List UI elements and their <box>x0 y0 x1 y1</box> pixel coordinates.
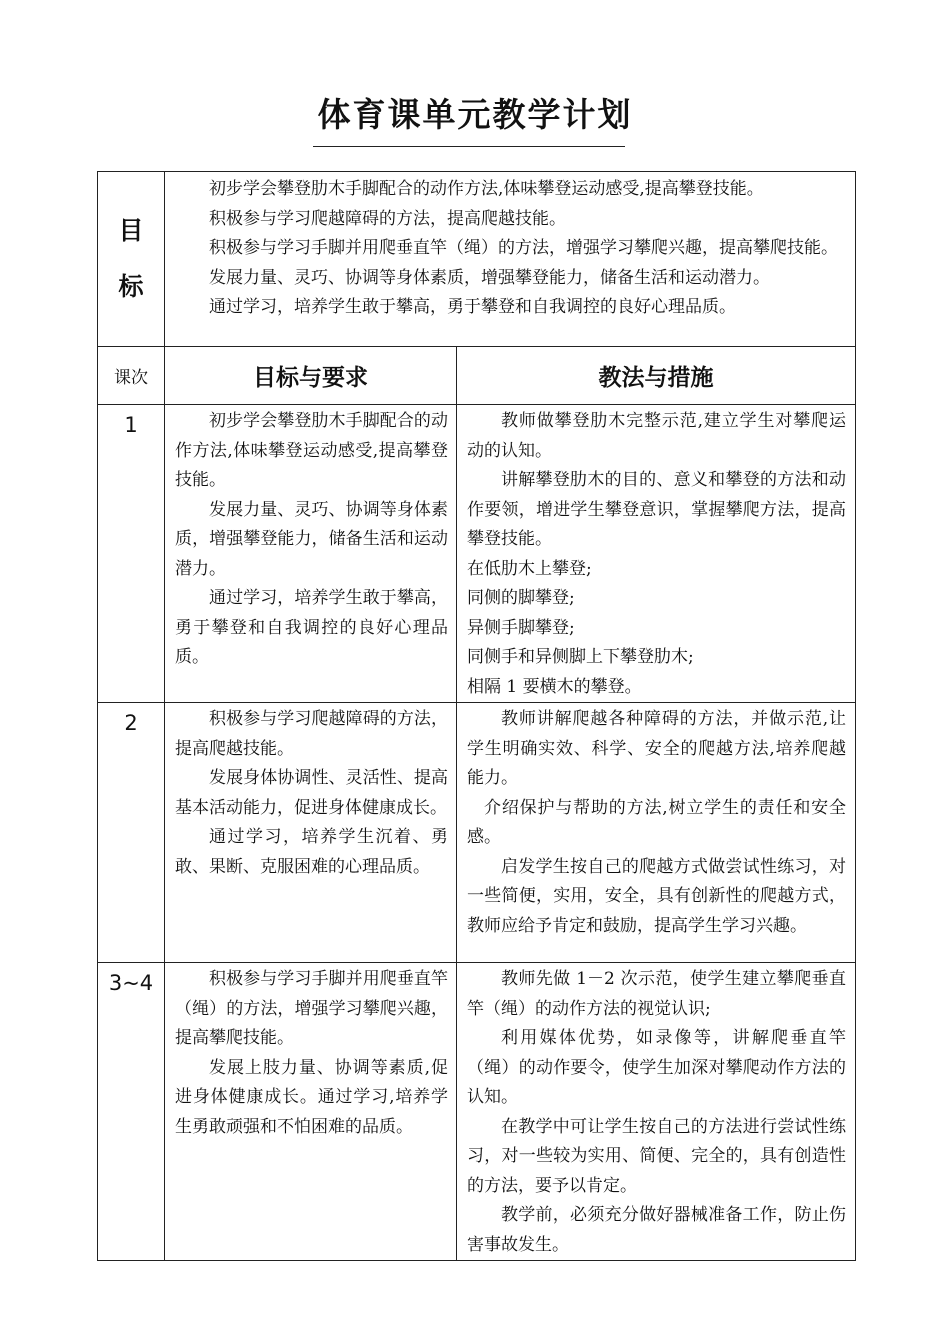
objective-paragraph: 积极参与学习爬越障碍的方法，提高爬越技能。 <box>175 709 448 759</box>
goals-label-char: 标 <box>118 272 144 301</box>
objective-paragraph: 发展身体协调性、灵活性、提高基本活动能力，促进身体健康成长。 <box>175 768 448 818</box>
objective-paragraph: 通过学习，培养学生敢于攀高，勇于攀登和自我调控的良好心理品质。 <box>175 588 448 667</box>
goals-row <box>98 172 856 347</box>
method-paragraph: 教师做攀登肋木完整示范,建立学生对攀爬运动的认知。 <box>467 411 846 461</box>
lesson-objectives-cell <box>165 963 457 1261</box>
method-paragraph: 同侧的脚攀登; <box>467 588 575 608</box>
objective-paragraph: 积极参与学习手脚并用爬垂直竿（绳）的方法，增强学习攀爬兴趣，提高攀爬技能。 <box>175 969 448 1048</box>
lesson-number: 3~4 <box>98 963 165 1261</box>
goal-item: 积极参与学习爬越障碍的方法，提高爬越技能。 <box>209 208 566 229</box>
header-lesson: 课次 <box>98 347 165 405</box>
method-paragraph: 异侧手脚攀登; <box>467 617 575 638</box>
lesson-objectives-cell <box>165 405 457 703</box>
header-methods: 教法与措施 <box>457 347 856 405</box>
goals-text-cell <box>165 172 856 347</box>
goal-item: 发展力量、灵巧、协调等身体素质，增强攀登能力，储备生活和运动潜力。 <box>209 267 770 288</box>
method-paragraph: 教师先做 1－2 次示范，使学生建立攀爬垂直竿（绳）的动作方法的视觉认识; <box>467 969 846 1019</box>
objective-paragraph: 初步学会攀登肋木手脚配合的动作方法,体味攀登运动感受,提高攀登技能。 <box>175 411 448 490</box>
method-paragraph: 相隔 1 要横木的攀登。 <box>467 676 642 697</box>
objective-paragraph: 发展上肢力量、协调等素质,促进身体健康成长。通过学习,培养学生勇敢顽强和不怕困难的品质。 <box>175 1057 448 1137</box>
lesson-objectives-cell <box>165 703 457 963</box>
method-paragraph: 启发学生按自己的爬越方式做尝试性练习，对一些简便，实用，安全，具有创新性的爬越方式，教师应给予肯定和鼓励，提高学生学习兴趣。 <box>467 856 846 936</box>
method-paragraph: 同侧手和异侧脚上下攀登肋木; <box>467 647 694 667</box>
lesson-row-2 <box>98 703 856 963</box>
method-paragraph: 介绍保护与帮助的方法,树立学生的责任和安全感。 <box>467 797 846 847</box>
lesson-methods-cell <box>457 963 856 1261</box>
method-paragraph: 教师讲解爬越各种障碍的方法，并做示范,让学生明确实效、科学、安全的爬越方法,培养爬越能力。 <box>467 709 846 788</box>
goal-item: 积极参与学习手脚并用爬垂直竿（绳）的方法，增强学习攀爬兴趣，提高攀爬技能。 <box>209 238 838 258</box>
page-title: 体育课单元教学计划 <box>317 95 633 134</box>
goal-item: 初步学会攀登肋木手脚配合的动作方法,体味攀登运动感受,提高攀登技能。 <box>209 179 764 199</box>
goals-label-char: 目 <box>118 216 144 245</box>
title-underline <box>313 146 625 147</box>
objective-paragraph: 发展力量、灵巧、协调等身体素质，增强攀登能力，储备生活和运动潜力。 <box>175 499 448 579</box>
method-paragraph: 在低肋木上攀登; <box>467 558 592 579</box>
method-paragraph: 利用媒体优势，如录像等，讲解爬垂直竿（绳）的动作要令，使学生加深对攀爬动作方法的认知。 <box>467 1028 846 1107</box>
objective-paragraph: 通过学习，培养学生沉着、勇敢、果断、克服困难的心理品质。 <box>175 827 448 877</box>
goal-item: 通过学习，培养学生敢于攀高，勇于攀登和自我调控的良好心理品质。 <box>209 297 736 317</box>
header-row <box>98 347 856 405</box>
lesson-row-1 <box>98 405 856 703</box>
lesson-number: 1 <box>98 405 165 703</box>
method-paragraph: 教学前，必须充分做好器械准备工作，防止伤害事故发生。 <box>467 1205 846 1255</box>
lesson-number: 2 <box>98 703 165 963</box>
lesson-methods-cell <box>457 703 856 963</box>
goals-label-cell <box>98 172 165 347</box>
lesson-methods-cell <box>457 405 856 703</box>
header-objectives: 目标与要求 <box>165 347 457 405</box>
method-paragraph: 讲解攀登肋木的目的、意义和攀登的方法和动作要领，增进学生攀登意识，掌握攀爬方法，提高攀登技能。 <box>467 470 846 549</box>
lesson-row-3-4 <box>98 963 856 1261</box>
method-paragraph: 在教学中可让学生按自己的方法进行尝试性练习，对一些较为实用、简便、完全的，具有创造性的方法，要予以肯定。 <box>467 1116 846 1196</box>
teaching-plan-table <box>97 171 856 1261</box>
